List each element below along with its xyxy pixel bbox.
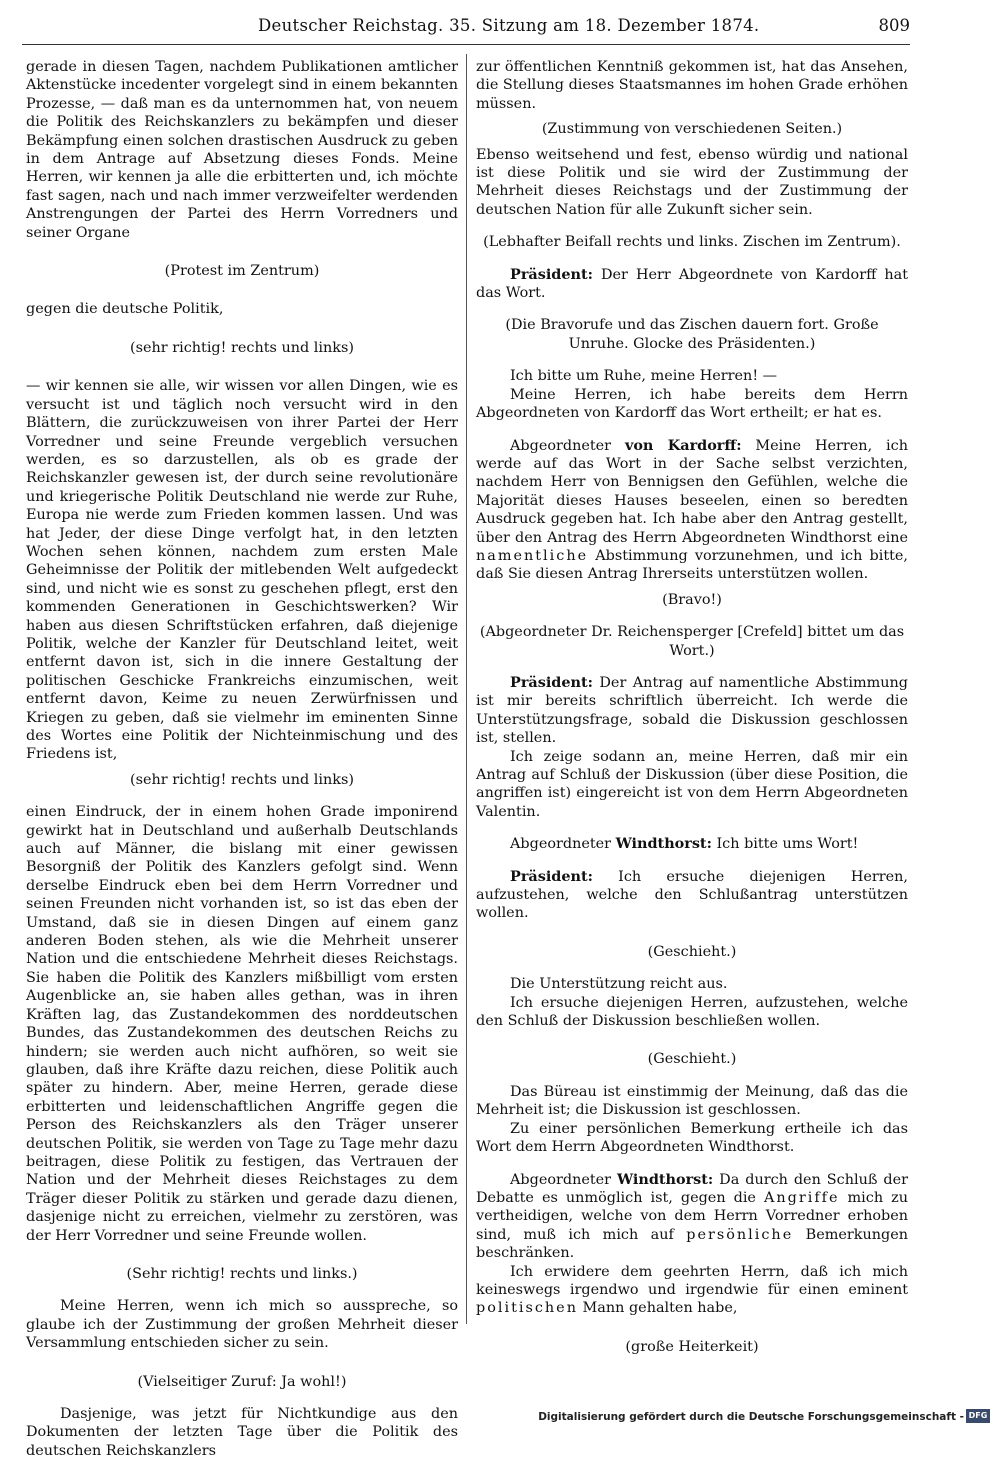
- speaker-name: Präsident:: [510, 673, 593, 691]
- paragraph: Meine Herren, wenn ich mich so ausspreche, so glaube ich der Zustimmung der großen Mehrheit dieser Versammlung entschieden sicher zu sein.: [26, 1298, 458, 1352]
- paragraph: Ebenso weitsehend und fest, ebenso würdig und national ist diese Politik und sie wird der Zustimmung der Mehrheit dieses Reichstags und der Zustimmung der deutschen Nation für alle Zukunft sicher sein.: [476, 146, 908, 218]
- speech-president: Präsident: Ich ersuche diejenigen Herren, aufzustehen, welche den Schlußantrag unterstützen wollen.: [476, 867, 908, 922]
- paragraph: Die Unterstützung reicht aus.: [510, 976, 728, 993]
- interjection: (Bravo!): [662, 591, 722, 608]
- dfg-logo: DFG: [966, 1409, 990, 1423]
- paragraph: — wir kennen sie alle, wir wissen vor allen Dingen, wie es versucht ist und täglich noch versucht wird in den Blättern, die zurückzuweisen von ihrer Partei der Herr Vorredner und seine Freunde vergeblich versuchen werden, es so darzustellen, als ob es grade der Reichskanzler gewesen ist, der durch seine revolutionäre und kriegerische Politik Deutschland nie werde zur Ruhe, Europa nie werde zum Frieden kommen lassen. Und was hat Jeder, der diese Dinge verfolgt hat, in den letzten Wochen sehen können, nachdem zum ersten Male Geheimnisse der Politik der mitlebenden Welt aufgedeckt sind, und nicht wie es sonst zu geschehen pflegt, erst den kommenden Generationen in Geschichtswerken? Wir haben aus diesen Schriftstücken erfahren, daß diejenige Politik, welche der Kanzler für Deutschland leitet, weit entfernt davon ist, sich in die innere Gestaltung der politischen Geschicke Frankreichs einzumischen, weit entfernt davon, Keime zu neuen Zerwürfnissen und Kriegen zu geben, daß sie vielmehr im eminenten Sinne des Wortes eine Politik der Nichteinmischung und des Friedens ist,: [26, 378, 458, 763]
- running-title: Deutscher Reichstag. 35. Sitzung am 18. Dezember 1874.: [258, 16, 760, 35]
- paragraph: Ich erwidere dem geehrten Herrn, daß ich mich keineswegs irgendwo und irgendwie für einen eminent politischen Mann gehalten habe,: [476, 1263, 908, 1317]
- paragraph: Ich bitte um Ruhe, meine Herren! —: [510, 368, 778, 385]
- paragraph: Das Büreau ist einstimmig der Meinung, daß das die Mehrheit ist; die Diskussion ist geschlossen.: [476, 1083, 908, 1119]
- interjection: (Sehr richtig! rechts und links.): [126, 1265, 358, 1282]
- digitization-credit: Digitalisierung gefördert durch die Deutsche Forschungsgemeinschaft -: [538, 1411, 964, 1423]
- interjection: (Abgeordneter Dr. Reichensperger [Crefeld] bittet um das Wort.): [479, 624, 905, 659]
- paragraph: gerade in diesen Tagen, nachdem Publikationen amtlicher Aktenstücke incedenter vorgelegt sind in einem bekannten Prozesse, — daß man es da unternommen hat, von neuem die Politik des Reichskanzlers zu bekämpfen und dieser Bekämpfung einen solchen drastischen Ausdruck zu geben in dem Antrage auf Absetzung dieses Fonds. Meine Herren, wir kennen ja alle die erbitterten und, ich möchte fast sagen, nach und nach immer verzweifelter werdenden Anstrengungen der Partei des Herrn Vorredners und seiner Organe: [26, 59, 459, 241]
- interjection: (sehr richtig! rechts und links): [130, 339, 354, 356]
- speaker-name: Windthorst:: [616, 1170, 714, 1188]
- column-divider: [466, 54, 467, 1324]
- paragraph: Meine Herren, ich habe bereits dem Herrn Abgeordneten von Kardorff das Wort ertheilt; er hat es.: [476, 386, 908, 422]
- paragraph: Ich ersuche diejenigen Herren, aufzustehen, welche den Schluß der Diskussion beschließen wollen.: [476, 994, 908, 1030]
- paragraph: einen Eindruck, der in einem hohen Grade imponirend gewirkt hat in Deutschland und außerhalb Deutschlands auch auf Männer, die bislang mit einer gewissen Besorgniß der Politik des Kanzlers gefolgt sind. Wenn derselbe Eindruck eben bei dem Herrn Vorredner und seinen Freunden nicht vorhanden ist, so ist das eben der Umstand, daß sie in diesen Dingen auf einem ganz anderen Boden stehen, als wie die Mehrheit unserer Nation und die entschiedene Mehrheit dieses Reichstags. Sie haben die Politik des Kanzlers mißbilligt vom ersten Augenblicke an, sie haben alles gethan, was in ihren Kräften lag, das Zustandekommen des norddeutschen Bundes, das Zustandekommen des deutschen Reichs zu hindern; sie werden auch nicht aufhören, so weit sie glauben, daß ihre Kräfte dazu reichen, diese Politik auch später zu hindern. Aber, meine Herren, gerade diese erbitterten und leidenschaftlichen Angriffe gegen die Person des Reichskanzlers als den Träger unserer deutschen Politik, sie werden von Tage zu Tage mehr dazu beitragen, diese Politik zu festigen, das Vertrauen der Nation und der Mehrheit dieses Reichstages zu dem Träger dieser Politik zu stärken und gerade dazu dienen, dasjenige nicht zu erreichen, vielmehr zu zerstören, was der Herr Vorredner und seine Freunde wollen.: [26, 804, 458, 1244]
- paragraph: Ich zeige sodann an, meine Herren, daß mir ein Antrag auf Schluß der Diskussion (über diese Position, die angriffen ist) eingereicht ist von dem Herrn Abgeordneten Valentin.: [476, 748, 908, 820]
- speaker-name: von Kardorff:: [624, 436, 742, 454]
- paragraph: Dasjenige, was jetzt für Nichtkundige aus den Dokumenten der letzten Tage über die Politik des deutschen Reichskanzlers: [26, 1406, 458, 1459]
- interjection: (Die Bravorufe und das Zischen dauern fort. Große Unruhe. Glocke des Präsidenten.): [505, 317, 879, 352]
- speaker-name: Windthorst:: [615, 835, 712, 853]
- speech-president: Präsident: Der Antrag auf namentliche Abstimmung ist mir bereits schriftlich überreicht. Ich werde die Unterstützungsfrage, sobald die Diskussion geschlossen ist, stellen.: [476, 673, 908, 747]
- speech-windthorst: Abgeordneter Windthorst: Da durch den Schluß der Debatte es unmöglich ist, gegen die Angriffe mich zu vertheidigen, welche von dem Herrn Vorredner erhoben sind, muß ich mich auf persönliche Bemerkungen beschränken.: [476, 1170, 908, 1262]
- interjection: (Lebhafter Beifall rechts und links. Zischen im Zentrum).: [483, 234, 901, 251]
- interjection: (Zustimmung von verschiedenen Seiten.): [541, 121, 843, 138]
- interjection: (Protest im Zentrum): [164, 263, 320, 280]
- paragraph: Zu einer persönlichen Bemerkung ertheile ich das Wort dem Herrn Abgeordneten Windthorst.: [476, 1120, 908, 1156]
- paragraph: gegen die deutsche Politik,: [26, 301, 224, 318]
- interjection: (Geschieht.): [647, 1051, 737, 1068]
- speaker-name: Präsident:: [510, 265, 593, 283]
- interjection: (Geschieht.): [647, 943, 737, 960]
- interjection: (große Heiterkeit): [625, 1338, 759, 1355]
- paragraph: zur öffentlichen Kenntniß gekommen ist, hat das Ansehen, die Stellung dieses Staatsmannes im hohen Grade erhöhen müssen.: [476, 59, 909, 112]
- right-column: [476, 58, 908, 1356]
- left-column: [26, 58, 458, 1460]
- page-number: 809: [878, 16, 910, 35]
- page-header: [22, 14, 910, 45]
- speech-president: Präsident: Der Herr Abgeordnete von Kardorff hat das Wort.: [476, 265, 908, 302]
- speech-kardorff: Abgeordneter von Kardorff: Meine Herren, ich werde auf das Wort in der Sache selbst verzichten, nachdem Herr von Bennigsen den Gefühlen, welche die Majorität dieses Hauses beseelen, einen so beredten Ausdruck gegeben hat. Ich habe aber den Antrag gestellt, über den Antrag des Herrn Abgeordneten Windthorst eine namentliche Abstimmung vorzunehmen, und ich bitte, daß Sie diesen Antrag Ihrerseits unterstützen wollen.: [476, 436, 908, 583]
- interjection: (sehr richtig! rechts und links): [130, 771, 354, 788]
- interjection: (Vielseitiger Zuruf: Ja wohl!): [137, 1373, 347, 1390]
- speaker-name: Präsident:: [510, 867, 593, 885]
- speech-windthorst: Abgeordneter Windthorst: Ich bitte ums Wort!: [510, 835, 859, 853]
